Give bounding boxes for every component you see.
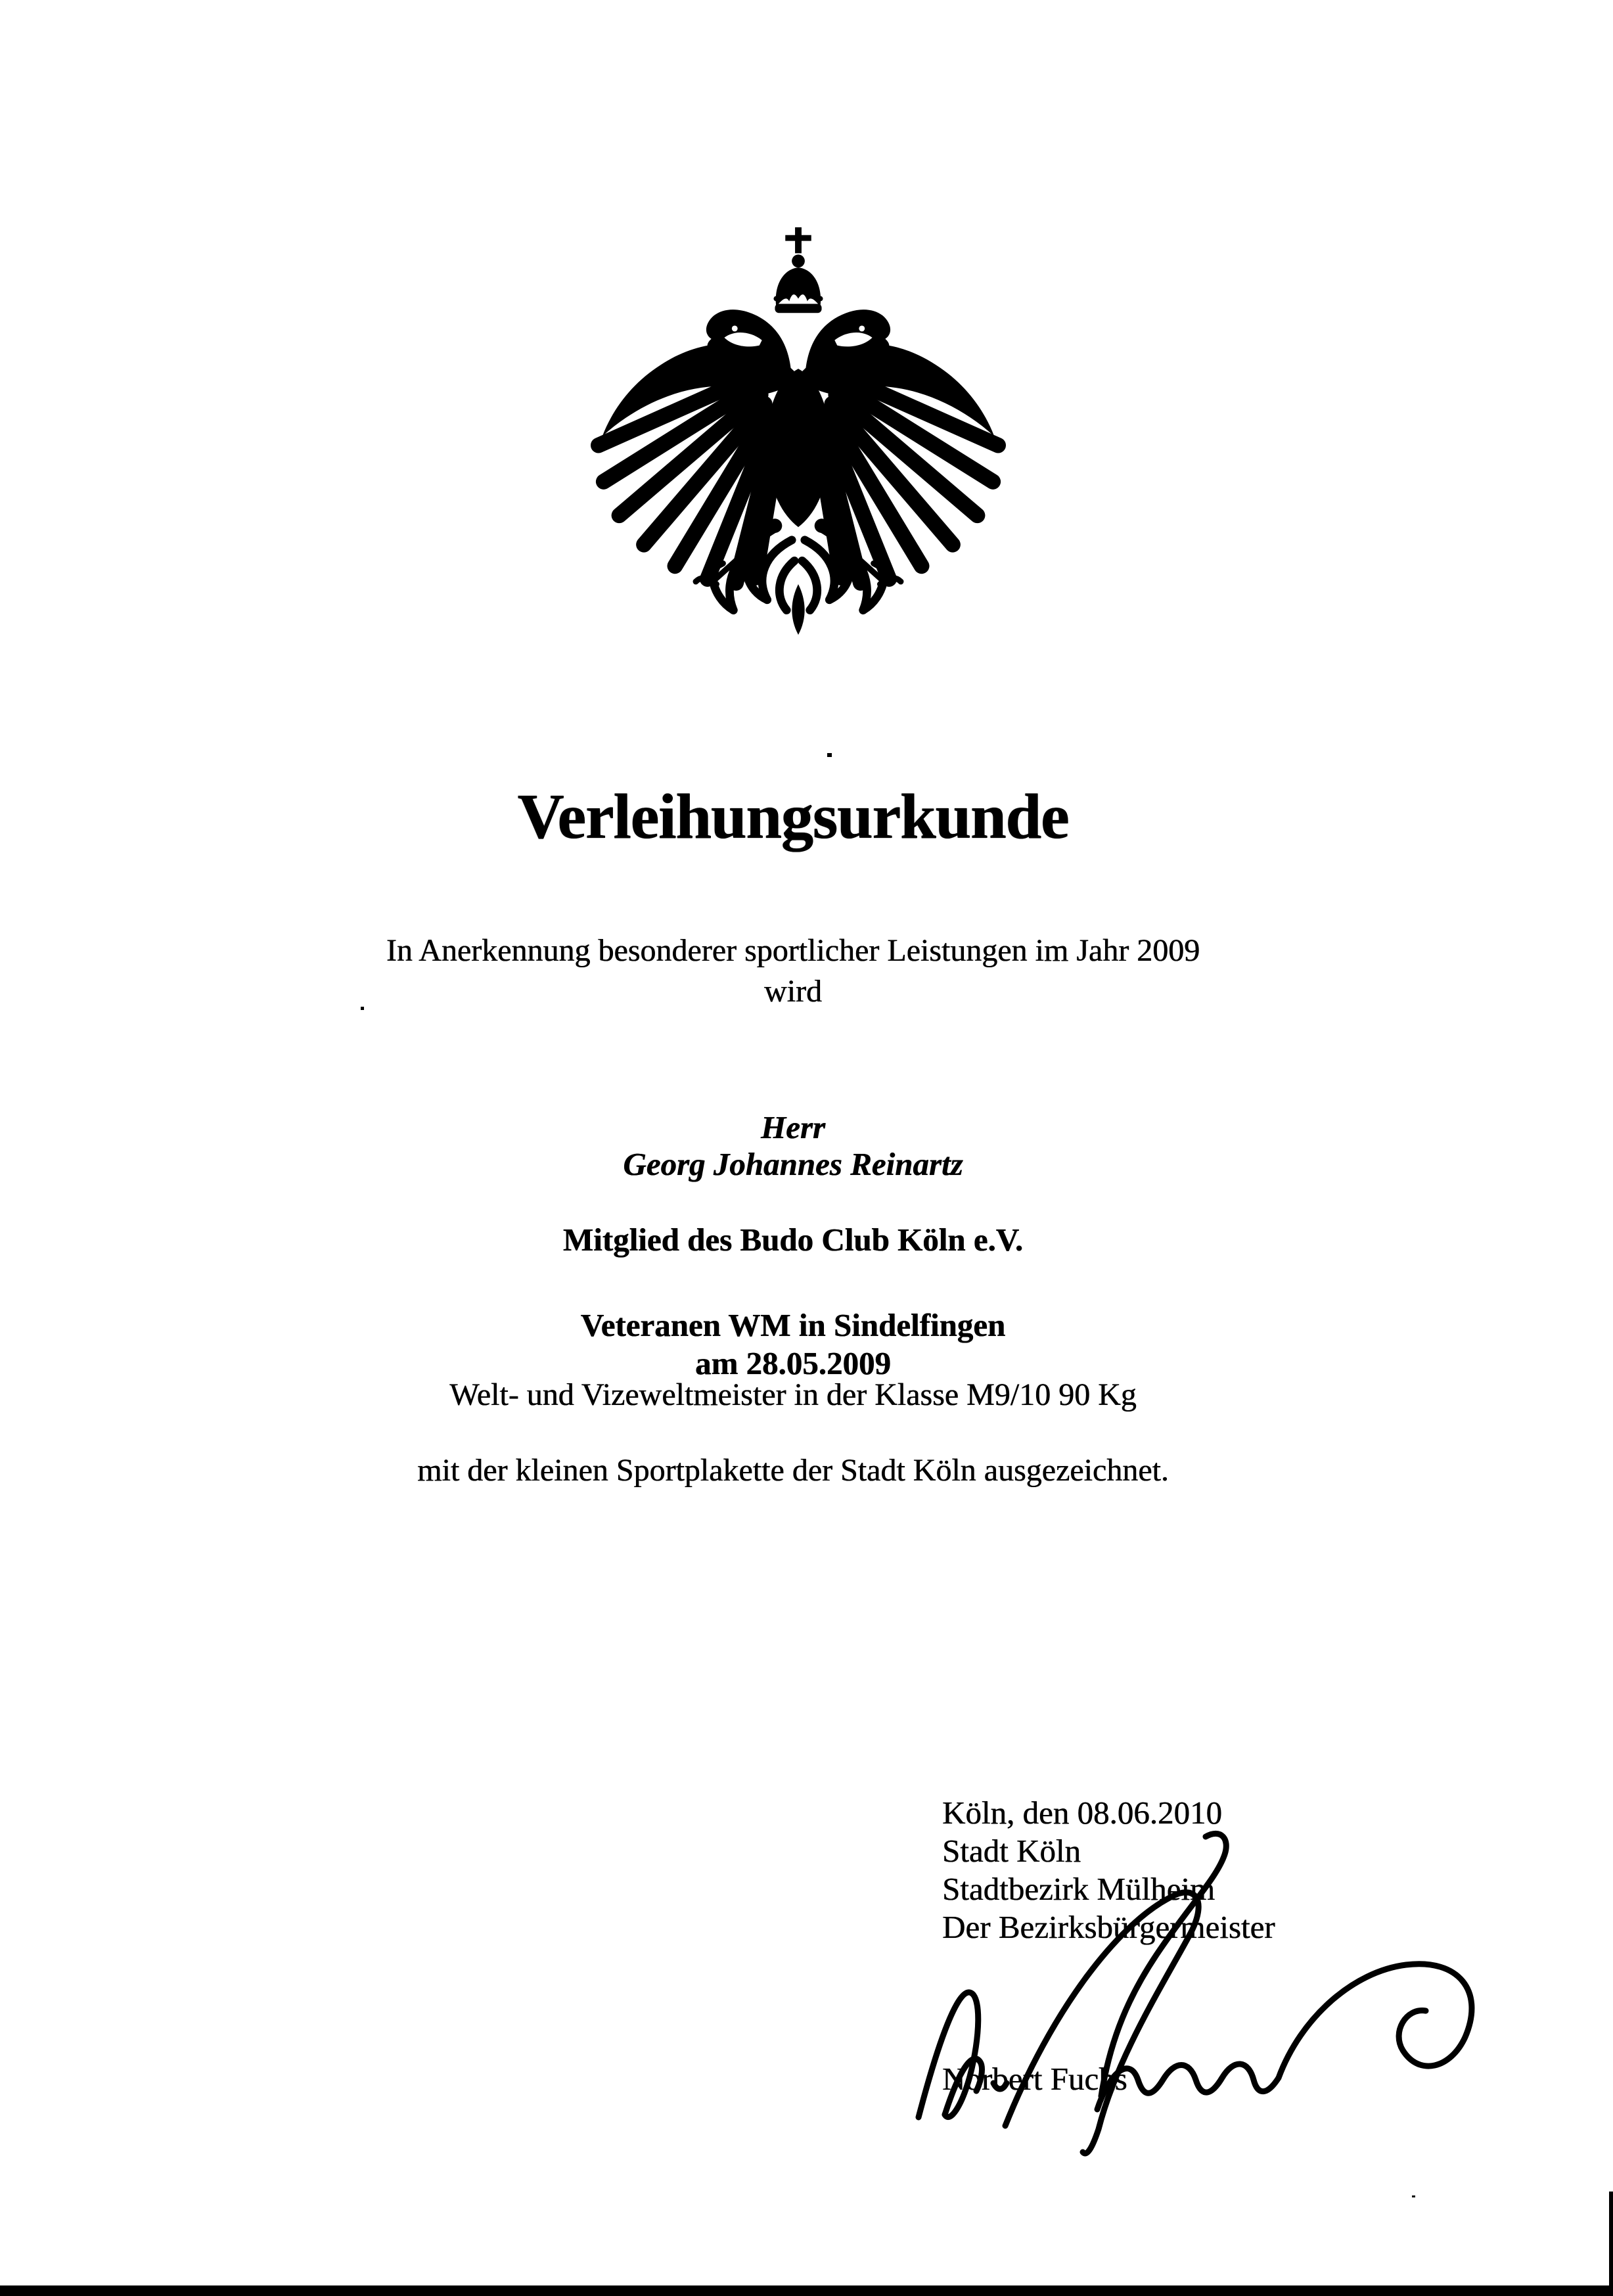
double-headed-eagle-icon [590, 221, 1007, 636]
authority-line-city: Stadt Köln [942, 1833, 1081, 1869]
intro-block [0, 930, 1586, 1012]
membership-line: Mitglied des Budo Club Köln e.V. [562, 1222, 1024, 1258]
crown-icon [773, 227, 823, 313]
event-name: Veteranen WM in Sindelfingen [580, 1307, 1006, 1343]
recipient-block [0, 1109, 1586, 1183]
event-date: am 28.05.2009 [694, 1345, 892, 1381]
intro-line-wird: wird [764, 974, 822, 1009]
issue-block [942, 1794, 1275, 1946]
scan-artifact-bottom-bar [0, 2285, 1613, 2296]
achievement-line: Welt- und Vizeweltmeister in der Klasse M9/10 90 Kg [449, 1377, 1137, 1412]
recipient-salutation: Herr [761, 1109, 825, 1145]
scan-artifact-right-edge [1609, 2192, 1613, 2296]
authority-line-district: Stadtbezirk Mülheim [942, 1871, 1215, 1907]
signer-name: Norbert Fuchs [942, 2061, 1127, 2097]
award-line: mit der kleinen Sportplakette der Stadt Köln ausgezeichnet. [417, 1453, 1169, 1488]
authority-line-mayor: Der Bezirksbürgermeister [942, 1909, 1275, 1945]
scan-speck [827, 753, 832, 757]
recipient-name: Georg Johannes Reinartz [623, 1146, 963, 1182]
intro-line: In Anerkennung besonderer sportlicher Leistungen im Jahr 2009 [386, 933, 1200, 968]
place-date-line: Köln, den 08.06.2010 [942, 1795, 1222, 1831]
certificate-title: Verleihungsurkunde [517, 781, 1069, 852]
scan-speck [1412, 2195, 1415, 2197]
scan-speck [361, 1007, 364, 1010]
event-block [0, 1306, 1586, 1383]
